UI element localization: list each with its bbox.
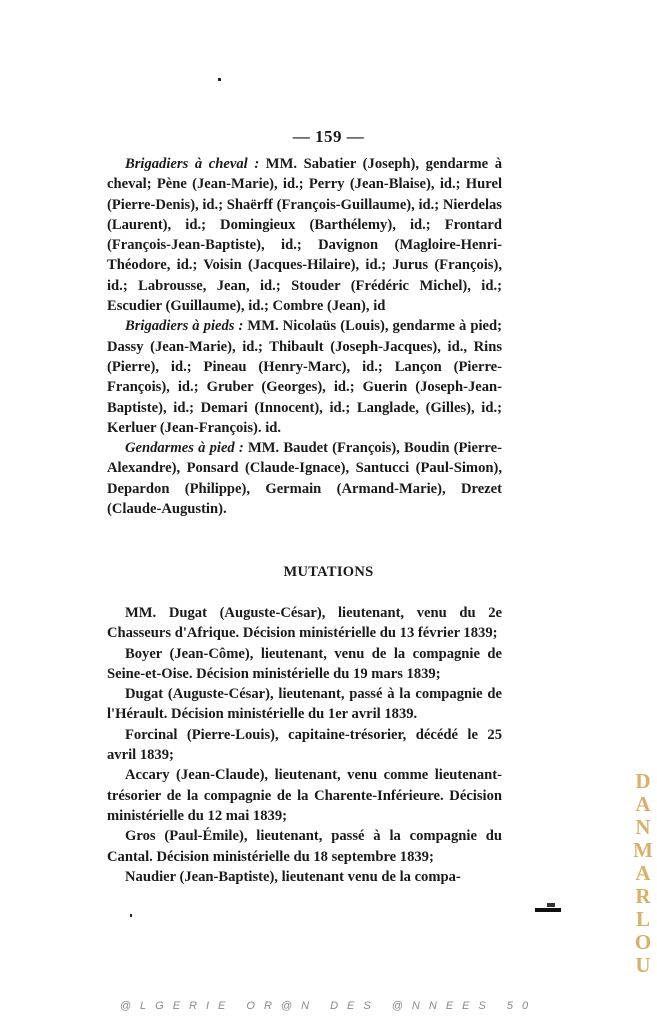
side-stamp bbox=[633, 770, 653, 977]
mutation-entry: Accary (Jean-Claude), lieutenant, venu comme lieutenant-trésorier de la compagnie de la Charente-Inférieure. Décision ministérielle du 12 mai 1839; bbox=[107, 767, 502, 824]
side-stamp-letter: M bbox=[633, 838, 653, 862]
side-stamp-letter: N bbox=[635, 815, 651, 839]
ink-smudge bbox=[535, 908, 561, 912]
mutation-entry: Gros (Paul-Émile), lieutenant, passé à la compagnie du Cantal. Décision ministérielle du 18 septembre 1839; bbox=[107, 828, 502, 865]
side-stamp-letter: L bbox=[635, 907, 650, 931]
brigadiers-pieds-text: MM. Nicolaüs (Louis), gendarme à pied; Dassy (Jean-Marie), id.; Thibault (Joseph-Jacques), id., Rins (Pierre), id.; Pineau (Henry-Marc), id.; Lançon (Pierre-François), id.; Gruber (Georges), id.; Guerin (Joseph-Jean-Baptiste), id.; Demari (Innocent), id.; Langlade, (Gilles), id.; Kerluer (Jean-François). id. bbox=[107, 318, 502, 436]
side-stamp-letter: A bbox=[635, 861, 651, 885]
page-number: — 159 — bbox=[292, 127, 365, 146]
brigadiers-pieds-label: Brigadiers à pieds : bbox=[125, 318, 244, 335]
mutation-entry: Boyer (Jean-Côme), lieutenant, venu de la compagnie de Seine-et-Oise. Décision ministérielle du 19 mars 1839; bbox=[107, 645, 502, 682]
side-stamp-letter: A bbox=[635, 792, 651, 816]
mutations-heading: MUTATIONS bbox=[283, 564, 374, 580]
mutations-list bbox=[107, 603, 502, 887]
brigadiers-cheval-paragraph bbox=[107, 154, 502, 316]
gendarmes-pied-label: Gendarmes à pied : bbox=[125, 440, 244, 457]
side-stamp-letter: R bbox=[635, 884, 651, 908]
side-stamp-letter: O bbox=[634, 930, 652, 954]
mutation-entry: Forcinal (Pierre-Louis), capitaine-trésorier, décédé le 25 avril 1839; bbox=[107, 726, 502, 764]
ink-speck bbox=[218, 78, 221, 81]
brigadiers-cheval-text: MM. Sabatier (Joseph), gendarme à cheval; Pène (Jean-Marie), id.; Perry (Jean-Blaise), id.; Hurel (Pierre-Denis), id.; Shaërff (François-Guillaume), id.; Nierdelas (Laurent), id.; Domingieux (Barthélemy), id.; Frontard (François-Jean-Baptiste), id.; Davignon (Magloire-Henri-Théodore, id.; Voisin (Jacques-Hilaire), id.; Jurus (François), id.; Labrousse, Jean, id.; Stouder (Frédéric Michel), id.; Escudier (Guillaume), id.; Combre (Jean), id bbox=[107, 156, 502, 315]
ink-smudge bbox=[547, 903, 555, 907]
gendarmes-pied-paragraph bbox=[107, 438, 502, 519]
brigadiers-pieds-paragraph bbox=[107, 316, 502, 438]
mutation-entry: Dugat (Auguste-César), lieutenant, passé à la compagnie de l'Hérault. Décision ministérielle du 1er avril 1839. bbox=[107, 686, 502, 723]
brigadiers-cheval-label: Brigadiers à cheval : bbox=[125, 156, 260, 172]
brigadiers-section bbox=[107, 154, 502, 519]
footer-watermark: @LGERIE OR@N DES @NNEES 50 bbox=[119, 1000, 538, 1012]
mutation-entry: Naudier (Jean-Baptiste), lieutenant venu de la compa- bbox=[125, 868, 461, 885]
side-stamp-letter: U bbox=[635, 953, 651, 977]
ink-speck bbox=[130, 914, 132, 917]
gendarmes-pied-text: MM. Baudet (François), Boudin (Pierre-Alexandre), Ponsard (Claude-Ignace), Santucci (Paul-Simon), Depardon (Philippe), Germain (Armand-Marie), Drezet (Claude-Augustin). bbox=[107, 440, 502, 518]
mutation-entry: MM. Dugat (Auguste-César), lieutenant, venu du 2e Chasseurs d'Afrique. Décision ministérielle du 13 février 1839; bbox=[107, 605, 502, 642]
side-stamp-letter: D bbox=[635, 769, 651, 793]
